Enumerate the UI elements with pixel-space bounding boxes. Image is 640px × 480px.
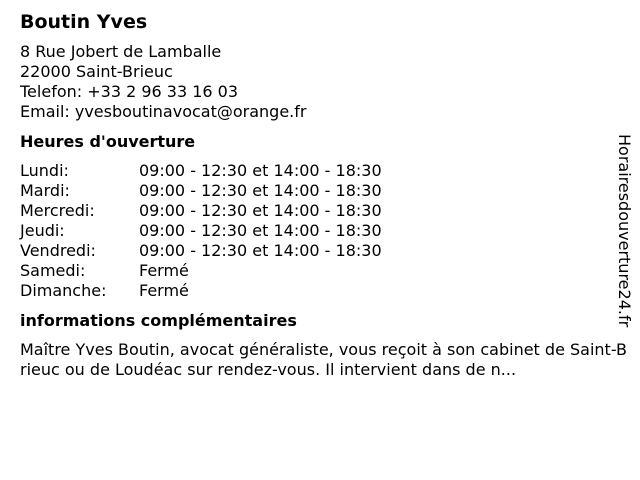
hours-day: Mardi: <box>20 181 70 200</box>
hours-row-wednesday <box>20 201 620 221</box>
address-line-2: 22000 Saint-Brieuc <box>20 62 173 81</box>
hours-time: Fermé <box>139 281 189 300</box>
hours-day: Vendredi: <box>20 241 96 260</box>
hours-row-thursday <box>20 221 620 241</box>
hours-row-friday <box>20 241 620 261</box>
hours-time: 09:00 - 12:30 et 14:00 - 18:30 <box>139 201 382 220</box>
hours-time: 09:00 - 12:30 et 14:00 - 18:30 <box>139 161 382 180</box>
business-name: Boutin Yves <box>20 11 148 33</box>
site-brand-label: Horairesdouverture24.fr <box>615 134 634 328</box>
email-line: Email: yvesboutinavocat@orange.fr <box>20 102 307 121</box>
hours-time: Fermé <box>139 261 189 280</box>
hours-row-sunday <box>20 281 620 301</box>
phone-line: Telefon: +33 2 96 33 16 03 <box>20 82 239 101</box>
hours-time: 09:00 - 12:30 et 14:00 - 18:30 <box>139 221 382 240</box>
hours-time: 09:00 - 12:30 et 14:00 - 18:30 <box>139 181 382 200</box>
hours-day: Mercredi: <box>20 201 95 220</box>
hours-day: Samedi: <box>20 261 86 280</box>
opening-hours-table <box>20 161 620 301</box>
hours-time: 09:00 - 12:30 et 14:00 - 18:30 <box>139 241 382 260</box>
hours-day: Jeudi: <box>20 221 65 240</box>
address-line-1: 8 Rue Jobert de Lamballe <box>20 42 222 61</box>
additional-info-heading: informations complémentaires <box>20 311 297 330</box>
opening-hours-heading: Heures d'ouverture <box>20 132 196 151</box>
hours-row-monday <box>20 161 620 181</box>
hours-row-saturday <box>20 261 620 281</box>
hours-day: Dimanche: <box>20 281 107 300</box>
business-description: Maître Yves Boutin, avocat généraliste, vous reçoit à son cabinet de Saint-Brieuc ou de Loudéac sur rendez-vous. Il intervient dans de n... <box>20 340 627 379</box>
hours-row-tuesday <box>20 181 620 201</box>
hours-day: Lundi: <box>20 161 69 180</box>
